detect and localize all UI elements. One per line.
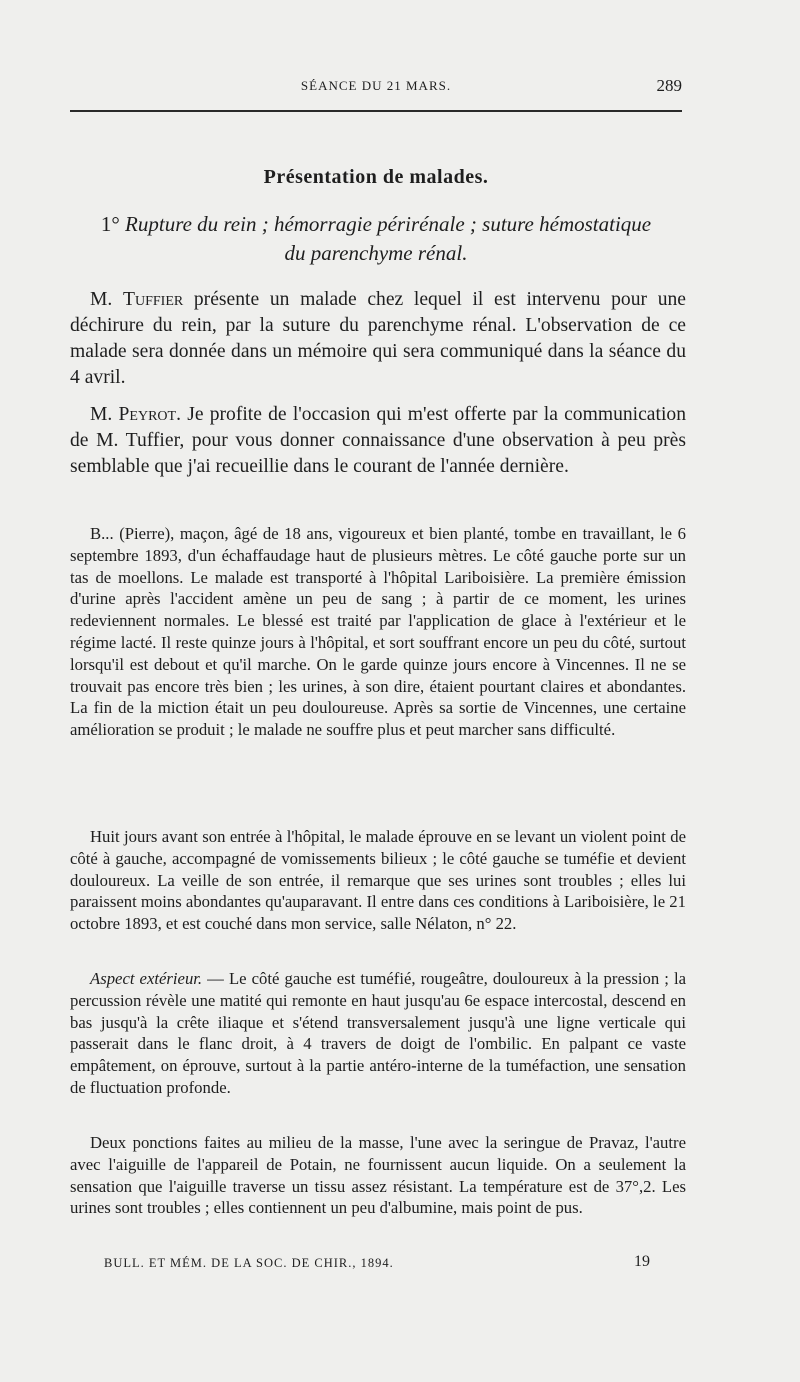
header-rule: [70, 110, 682, 112]
signature-mark: 19: [634, 1253, 650, 1270]
case-number: 1°: [100, 212, 120, 236]
case-title: [70, 210, 682, 268]
footer-citation: BULL. ET MÉM. DE LA SOC. DE CHIR., 1894.: [104, 1256, 394, 1270]
paragraph-text: B... (Pierre), maçon, âgé de 18 ans, vigoureux et bien planté, tombe en travaillant, le 6 septembre 1893, d'un échaffaudage haut de plusieurs mètres. Le côté gauche porte sur un tas de moellons. Le malade est transporté à l'hôpital Lariboisière. La première émission d'urine après l'accident amène un peu de sang ; à partir de ce moment, les urines redeviennent normales. Le blessé est traité par l'application de glace à l'extérieur et le régime lacté. Il reste quinze jours à l'hôpital, et sort souffrant encore un peu du côté, surtout lorsqu'il est debout et qu'il marche. On le garde quinze jours encore à Vincennes. Il ne se trouvait pas encore très bien ; les urines, à son dire, étaient pourtant claires et abondantes. La fin de la miction était un peu douloureuse. Après sa sortie de Vincennes, une certaine amélioration se produit ; le malade ne souffre plus et peut marcher sans difficulté.: [70, 524, 686, 740]
paragraph-lead: M.: [90, 289, 123, 310]
running-head: [70, 78, 682, 98]
subsection-heading: Aspect extérieur.: [90, 969, 203, 988]
paragraph-aspect-exterieur: [70, 968, 686, 1099]
paragraph-lead: M.: [90, 404, 119, 425]
speaker-name: Tuffier: [123, 289, 184, 310]
paragraph-text: . Je profite de l'occasion qui m'est offerte par la communication de M. Tuffier, pour vous donner connaissance d'une observation à peu près semblable que j'ai recueillie dans le courant de l'année dernière.: [70, 404, 686, 477]
paragraph-peyrot: [70, 402, 686, 480]
paragraph-ponctions: [70, 1132, 686, 1219]
paragraph-case-report: [70, 523, 686, 741]
speaker-name: Peyrot: [118, 404, 177, 425]
running-title: SÉANCE DU 21 MARS.: [300, 78, 452, 93]
paragraph-huit-jours: [70, 826, 686, 935]
section-title: Présentation de malades.: [263, 166, 489, 188]
page-number: 289: [656, 76, 682, 95]
case-title-line-2: du parenchyme rénal.: [284, 241, 468, 265]
footer: [104, 1254, 650, 1274]
paragraph-tuffier: [70, 287, 686, 391]
paragraph-text: — Le côté gauche est tuméfié, rougeâtre, douloureux à la pression ; la percussion révèle une matité qui remonte en haut jusqu'au 6e espace intercostal, descend en bas jusqu'à la crête iliaque et s'étend transversalement jusqu'à une ligne verticale qui passerait dans le flanc droit, à 4 travers de doigt de l'ombilic. En palpant ce vaste empâtement, on éprouve, surtout à la partie antéro-interne de la tuméfaction, une sensation de fluctuation profonde.: [70, 969, 686, 1097]
paragraph-text: Deux ponctions faites au milieu de la masse, l'une avec la seringue de Pravaz, l'autre avec l'aiguille de l'appareil de Potain, ne fournissent aucun liquide. On a seulement la sensation que l'aiguille traverse un tissu assez résistant. La température est de 37°,2. Les urines sont troubles ; elles contiennent un peu d'albumine, mais point de pus.: [70, 1133, 686, 1218]
paragraph-text: présente un malade chez lequel il est intervenu pour une déchirure du rein, par la suture du parenchyme rénal. L'observation de ce malade sera donnée dans un mémoire qui sera communiqué dans la séance du 4 avril.: [70, 289, 686, 388]
case-title-line-1: [70, 210, 682, 239]
case-title-text: Rupture du rein ; hémorragie périrénale ; suture hémostatique: [125, 212, 652, 236]
paragraph-text: Huit jours avant son entrée à l'hôpital, le malade éprouve en se levant un violent point de côté à gauche, accompagné de vomissements bilieux ; le côté gauche se tuméfie et devient douloureux. La veille de son entrée, il remarque que ses urines sont troubles ; elles lui paraissent moins abondantes qu'auparavant. Il entre dans ces conditions à Lariboisière, le 21 octobre 1893, et est couché dans mon service, salle Nélaton, n° 22.: [70, 827, 686, 934]
